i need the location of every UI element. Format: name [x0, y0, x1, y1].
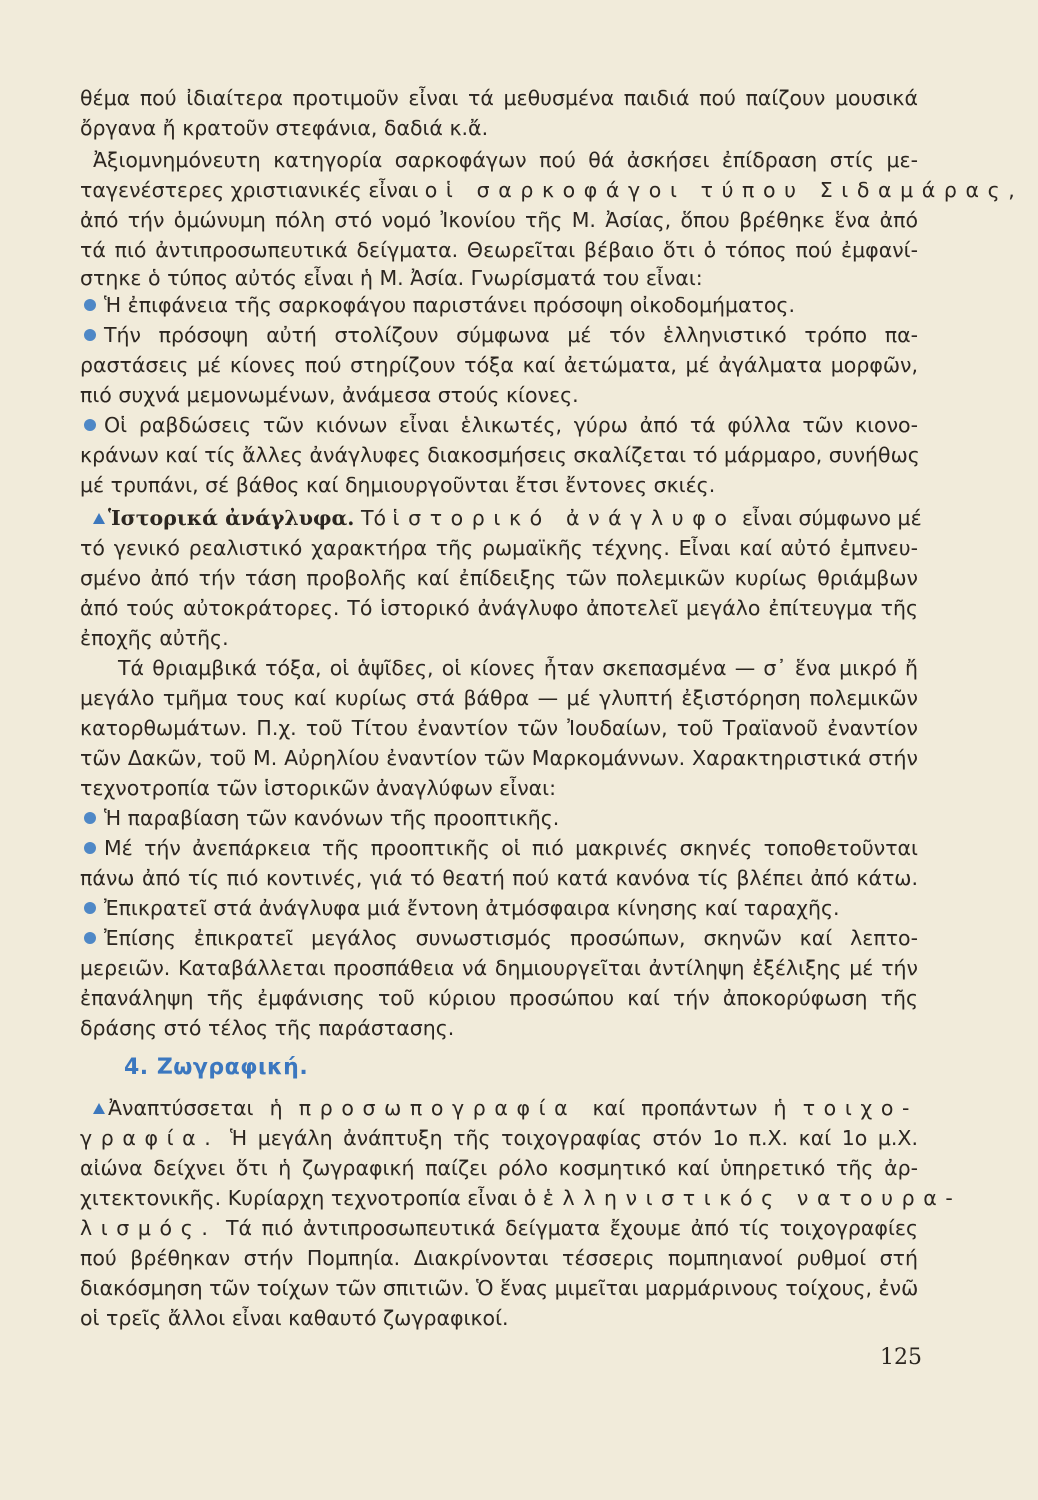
spaced-term: λισμός.: [80, 1216, 217, 1240]
spaced-term: γραφία.: [80, 1126, 220, 1150]
text-line: [93, 503, 922, 533]
bullet-icon: [84, 299, 96, 311]
bullet-text: Ἐπίσης ἐπικρατεῖ μεγάλος συνωστισμός προσώπων, σκηνῶν καί λεπτο-: [104, 926, 918, 950]
text-line: διακόσμηση τῶν τοίχων τῶν σπιτιῶν. Ὁ ἕνας μιμεῖται μαρμάρινους τοίχους, ἐνῶ: [80, 1276, 919, 1300]
spaced-term: οἱ σαρκοφάγοι τύπου Σιδαμάρας,: [424, 178, 1024, 202]
bullet-text: Ἐπικρατεῖ στά ἀνάγλυφα μιά ἔντονη ἀτμόσφαιρα κίνησης καί ταραχῆς.: [104, 896, 840, 920]
triangle-bullet-icon: [93, 513, 105, 524]
text-line: ὄργανα ἤ κρατοῦν στεφάνια, δαδιά κ.ἄ.: [80, 116, 489, 140]
bullet-icon: [84, 419, 96, 431]
bullet-text: Ἡ ἐπιφάνεια τῆς σαρκοφάγου παριστάνει πρόσοψη οἰκοδομήματος.: [104, 293, 795, 317]
bullet-text: Μέ τήν ἀνεπάρκεια τῆς προοπτικῆς οἱ πιό μακρινές σκηνές τοποθετοῦνται: [104, 836, 918, 860]
text-line: [80, 1213, 918, 1243]
bullet-text: Οἱ ραβδώσεις τῶν κιόνων εἶναι ἑλικωτές, γύρω ἀπό τά φύλλα τῶν κιονο-: [104, 413, 918, 437]
text-run: εἶναι σύμφωνο μέ: [735, 506, 922, 530]
text-line: ἐπανάληψη τῆς ἐμφάνισης τοῦ κύριου προσώπου καί τήν ἀποκορύφωση τῆς: [80, 986, 918, 1010]
text-line: [80, 175, 1024, 205]
text-line: μερειῶν. Καταβάλλεται προσπάθεια νά δημιουργεῖται ἀντίληψη ἐξέλιξης μέ τήν: [80, 956, 918, 980]
text-line: ἀπό τήν ὁμώνυμη πόλη στό νομό Ἰκονίου τῆς Μ. Ἀσίας, ὅπου βρέθηκε ἕνα ἀπό: [80, 208, 918, 232]
text-line: στηκε ὁ τύπος αὐτός εἶναι ἡ Μ. Ἀσία. Γνωρίσματά του εἶναι:: [80, 266, 703, 290]
bullet-line: [84, 923, 918, 953]
text-line: οἱ τρεῖς ἄλλοι εἶναι καθαυτό ζωγραφικοί.: [80, 1306, 509, 1330]
bullet-icon: [84, 812, 96, 824]
text-line: πιό συχνά μεμονωμένων, ἀνάμεσα στούς κίονες.: [80, 383, 579, 407]
bullet-icon: [84, 902, 96, 914]
bullet-line: [84, 803, 922, 833]
bullet-line: [84, 410, 918, 440]
text-run: Τό: [354, 506, 393, 530]
text-line: τό γενικό ρεαλιστικό χαρακτήρα τῆς ρωμαϊκῆς τέχνης. Εἶναι καί αὐτό ἐμπνευ-: [80, 536, 918, 560]
bullet-line: [84, 320, 918, 350]
text-run: καί προπάντων ἡ: [576, 1096, 803, 1120]
text-run: Τά πιό ἀντιπροσωπευτικά δείγματα ἔχουμε ἀπό τίς τοιχογραφίες: [216, 1216, 918, 1240]
text-line: μέ τρυπάνι, σέ βάθος καί δημιουργοῦνται ἔτσι ἔντονες σκιές.: [80, 473, 716, 497]
text-line: ἀπό τούς αὐτοκράτορες. Τό ἱστορικό ἀνάγλυφο ἀποτελεῖ μεγάλο ἐπίτευγμα τῆς: [80, 596, 918, 620]
text-run: χιτεκτονικῆς. Κυρίαρχη τεχνοτροπία εἶναι ὁ: [80, 1186, 543, 1210]
spaced-term: τοιχο-: [802, 1096, 918, 1120]
text-line: τῶν Δακῶν, τοῦ Μ. Αὐρηλίου ἐναντίον τῶν Μαρκομάννων. Χαρακτηριστικά στήν: [80, 746, 918, 770]
text-line: ἐποχῆς αὐτῆς.: [80, 626, 229, 650]
text-line: [80, 1123, 918, 1153]
text-line: κατορθωμάτων. Π.χ. τοῦ Τίτου ἐναντίον τῶν Ἰουδαίων, τοῦ Τραϊανοῦ ἐναντίον: [80, 716, 918, 740]
text-run: Ἡ μεγάλη ἀνάπτυξη τῆς τοιχογραφίας στόν 1ο π.Χ. καί 1ο μ.Χ.: [219, 1126, 918, 1150]
text-run: ταγενέστερες χριστιανικές εἶναι: [80, 178, 425, 202]
page-number: 125: [880, 1345, 922, 1370]
spaced-term: ἑλληνιστικός νατουρα-: [542, 1186, 962, 1210]
text-line: Τά θριαμβικά τόξα, οἱ ἁψῖδες, οἱ κίονες ἦταν σκεπασμένα — σ᾿ ἕνα μικρό ἤ: [118, 656, 918, 680]
text-line: [93, 1093, 918, 1123]
text-line: [80, 1183, 962, 1213]
triangle-bullet-icon: [93, 1103, 105, 1114]
text-line: Ἀξιομνημόνευτη κατηγορία σαρκοφάγων πού θά ἀσκήσει ἐπίδραση στίς με-: [93, 148, 918, 172]
bullet-icon: [84, 932, 96, 944]
text-line: κράνων καί τίς ἄλλες ἀνάγλυφες διακοσμήσεις σκαλίζεται τό μάρμαρο, συνήθως: [80, 443, 920, 467]
text-line: ραστάσεις μέ κίονες πού στηρίζουν τόξα καί ἀετώματα, μέ ἀγάλματα μορφῶν,: [80, 353, 918, 377]
text-line: θέμα πού ἰδιαίτερα προτιμοῦν εἶναι τά μεθυσμένα παιδιά πού παίζουν μουσικά: [80, 86, 918, 110]
bullet-line: [84, 893, 922, 923]
text-line: πάνω ἀπό τίς πιό κοντινές, γιά τό θεατή πού κατά κανόνα τίς βλέπει ἀπό κάτω.: [80, 866, 918, 890]
text-run: Ἀναπτύσσεται ἡ: [108, 1096, 299, 1120]
subheading-historical-reliefs: Ἱστορικά ἀνάγλυφα.: [108, 506, 355, 530]
bullet-line: [84, 290, 922, 320]
section-heading: 4. Ζωγραφική.: [124, 1055, 309, 1080]
spaced-term: ἱστορικό ἀνάγλυφο: [392, 506, 736, 530]
text-line: δράσης στό τέλος τῆς παράστασης.: [80, 1016, 455, 1040]
text-line: αἰώνα δείχνει ὅτι ἡ ζωγραφική παίζει ρόλο κοσμητικό καί ὑπηρετικό τῆς ἀρ-: [80, 1156, 918, 1180]
text-line: τεχνοτροπία τῶν ἱστορικῶν ἀναγλύφων εἶναι:: [80, 776, 557, 800]
bullet-icon: [84, 842, 96, 854]
text-line: τά πιό ἀντιπροσωπευτικά δείγματα. Θεωρεῖται βέβαιο ὅτι ὁ τόπος πού ἐμφανί-: [80, 238, 918, 262]
bullet-text: Τήν πρόσοψη αὐτή στολίζουν σύμφωνα μέ τόν ἑλληνιστικό τρόπο πα-: [104, 323, 918, 347]
text-line: μεγάλο τμῆμα τους καί κυρίως στά βάθρα — μέ γλυπτή ἐξιστόρηση πολεμικῶν: [80, 686, 918, 710]
text-line: πού βρέθηκαν στήν Πομπηία. Διακρίνονται τέσσερις πομπηιανοί ρυθμοί στή: [80, 1246, 918, 1270]
bullet-line: [84, 833, 918, 863]
bullet-text: Ἡ παραβίαση τῶν κανόνων τῆς προοπτικῆς.: [104, 806, 560, 830]
bullet-icon: [84, 329, 96, 341]
spaced-term: προσωπογραφία: [298, 1096, 577, 1120]
text-line: σμένο ἀπό τήν τάση προβολῆς καί ἐπίδειξης τῶν πολεμικῶν κυρίως θριάμβων: [80, 566, 918, 590]
